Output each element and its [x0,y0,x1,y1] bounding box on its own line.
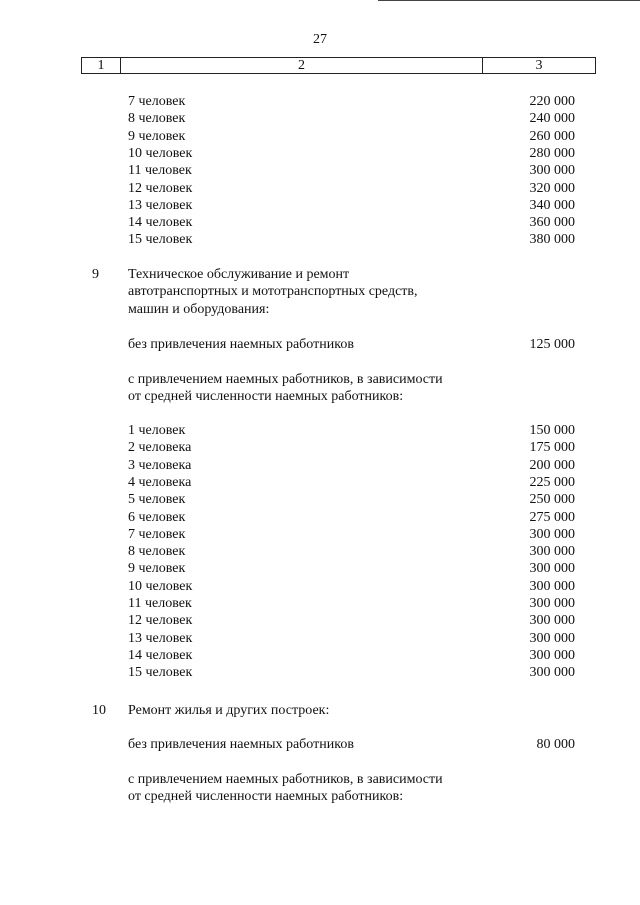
section-number: 10 [92,703,106,718]
row-value: 300 000 [529,665,575,681]
row-label: 6 человек [128,509,186,525]
row-value: 125 000 [529,337,575,352]
table-row [0,595,640,612]
with-hired-caption [128,771,488,806]
row-label: без привлечения наемных работников [128,737,354,752]
table-row [0,93,640,110]
row-value: 300 000 [529,526,575,542]
row-value: 300 000 [529,544,575,560]
row-value: 260 000 [529,128,575,144]
row-value: 150 000 [529,423,575,438]
row-label: 15 человек [128,232,193,248]
table-row [0,543,640,560]
row-label: 12 человек [128,613,193,629]
column-header-table [81,57,596,74]
table-row [0,664,640,681]
row-label: 7 человек [128,526,186,542]
without-hired-row [0,736,640,753]
row-label: 12 человек [128,180,193,196]
section-number: 9 [92,267,99,282]
row-value: 80 000 [536,737,575,752]
row-label: 8 человек [128,111,186,127]
page-number: 27 [313,32,327,47]
table-row [0,560,640,577]
row-value: 240 000 [529,111,575,127]
row-label: 11 человек [128,163,192,179]
row-label: 10 человек [128,145,193,161]
row-label: 13 человек [128,630,193,646]
row-value: 320 000 [529,180,575,196]
row-value: 300 000 [529,647,575,663]
row-label: 15 человек [128,665,193,681]
row-label: без привлечения наемных работников [128,337,354,352]
table-row [0,526,640,543]
table-row [0,439,640,456]
table-row [0,214,640,231]
table-row [0,110,640,127]
section-title-line: автотранспортных и мототранспортных средств, [128,284,418,300]
column-header-2: 2 [121,58,483,73]
section-title [128,266,488,318]
table-row [0,578,640,595]
section-title-line: машин и оборудования: [128,301,270,317]
row-label: 10 человек [128,578,193,594]
row-label: 11 человек [128,596,192,611]
row-value: 300 000 [529,630,575,646]
row-label: 8 человек [128,544,186,560]
row-label: 13 человек [128,197,193,213]
column-header-1: 1 [82,58,121,73]
row-value: 360 000 [529,215,575,231]
row-value: 220 000 [529,94,575,109]
row-value: 175 000 [529,440,575,456]
table-row [0,145,640,162]
table-row [0,509,640,526]
row-label: 9 человек [128,561,186,577]
caption-line: от средней численности наемных работников: [128,389,404,405]
row-label: 9 человек [128,128,186,144]
table-row [0,630,640,647]
section-title: Ремонт жилья и других построек: [128,703,330,718]
row-value: 300 000 [529,596,575,611]
row-label: 5 человек [128,492,186,508]
table-row [0,231,640,248]
row-value: 300 000 [529,561,575,577]
row-value: 280 000 [529,145,575,161]
section-title-line: Техническое обслуживание и ремонт [128,267,350,282]
row-value: 200 000 [529,457,575,473]
table-row [0,162,640,179]
row-value: 275 000 [529,509,575,525]
row-value: 300 000 [529,163,575,179]
table-row [0,647,640,664]
caption-line: с привлечением наемных работников, в зависимости [128,772,443,787]
top-rule [378,0,640,1]
table-row [0,474,640,491]
row-label: 14 человек [128,647,193,663]
row-label: 2 человека [128,440,192,456]
table-row [0,422,640,439]
row-value: 300 000 [529,578,575,594]
table-row [0,180,640,197]
caption-line: с привлечением наемных работников, в зависимости [128,372,443,387]
row-value: 300 000 [529,613,575,629]
row-label: 7 человек [128,94,186,109]
column-header-3: 3 [535,58,543,73]
row-label: 3 человека [128,457,192,473]
table-row [0,197,640,214]
row-value: 340 000 [529,197,575,213]
row-label: 1 человек [128,423,186,438]
without-hired-row [0,336,640,353]
row-label: 14 человек [128,215,193,231]
table-row [0,491,640,508]
row-value: 380 000 [529,232,575,248]
row-value: 225 000 [529,474,575,490]
row-label: 4 человека [128,474,192,490]
caption-line: от средней численности наемных работников: [128,789,404,805]
with-hired-caption [128,371,488,406]
table-row [0,612,640,629]
table-row [0,457,640,474]
table-row [0,128,640,145]
row-value: 250 000 [529,492,575,508]
